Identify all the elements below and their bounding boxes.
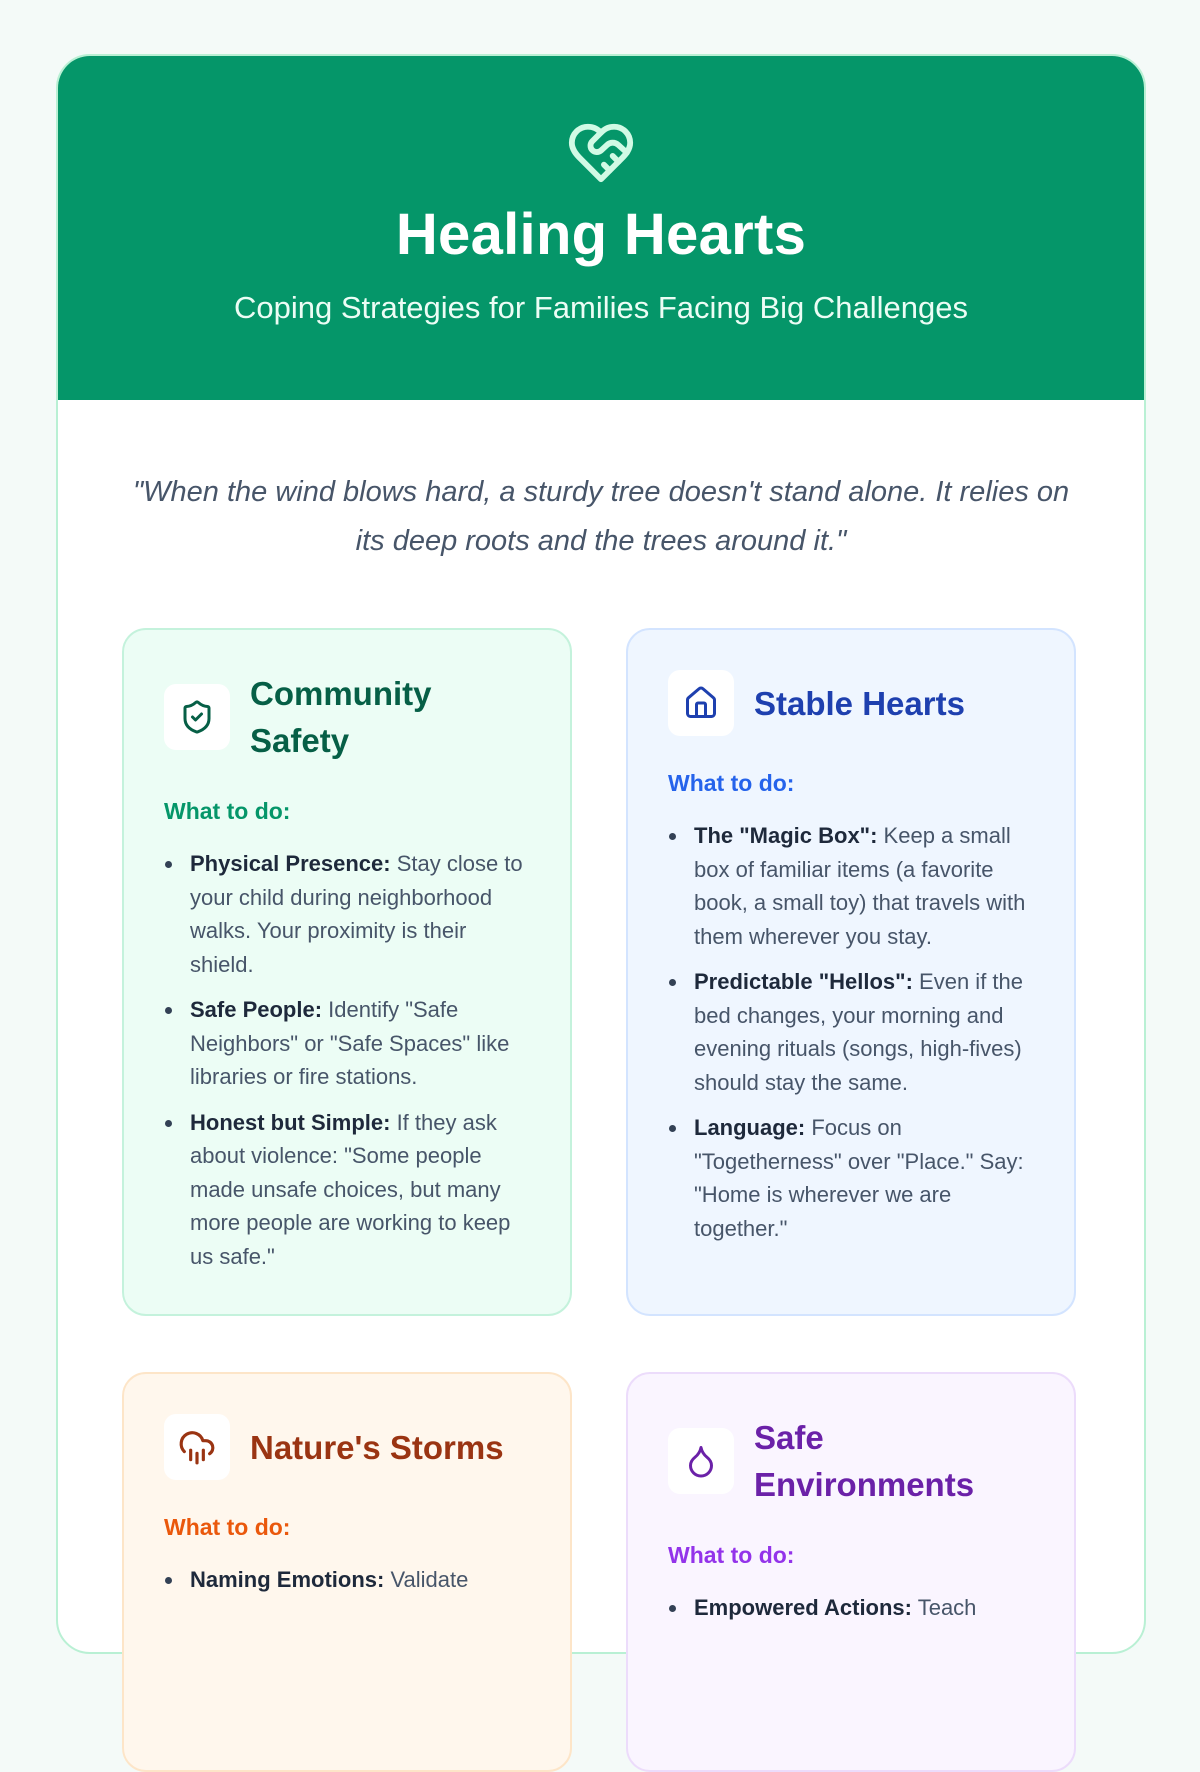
card-natures-storms [122,1372,572,1772]
strategy-list [668,1591,1034,1625]
card-title: Safe Environments [754,1419,975,1503]
cloud-rain-icon [178,1428,216,1466]
what-to-do-label: What to do: [668,770,795,796]
list-item: Language: Focus on "Togetherness" over "Place." Say: "Home is wherever we are together." [668,1111,1034,1245]
strategy-list [164,1563,530,1597]
card-icon-box [164,1414,230,1480]
card-title: Nature's Storms [250,1428,504,1466]
card-icon-box [668,670,734,736]
card-icon-box [164,684,230,750]
list-item: Predictable "Hellos": Even if the bed changes, your morning and evening rituals (songs, high-fives) should stay the same. [668,965,1034,1099]
card-title: Stable Hearts [754,684,965,722]
what-to-do-label: What to do: [164,1514,291,1540]
list-item: Physical Presence: Stay close to your child during neighborhood walks. Your proximity is their shield. [164,847,530,981]
card-title: Community Safety [250,675,432,759]
card-community-safety [122,628,572,1316]
list-item: Naming Emotions: Validate [164,1563,530,1597]
what-to-do-label: What to do: [164,798,291,824]
card-safe-environments [626,1372,1076,1772]
quote-text: "When the wind blows hard, a sturdy tree doesn't stand alone. It relies on its deep roots and the trees around it." [132,476,1070,557]
list-item: The "Magic Box": Keep a small box of familiar items (a favorite book, a small toy) that travels with them wherever you stay. [668,819,1034,953]
what-to-do-label: What to do: [668,1542,795,1568]
header-banner [58,56,1144,400]
droplet-icon [683,1443,719,1479]
list-item: Empowered Actions: Teach [668,1591,1034,1625]
home-icon [683,685,719,721]
strategy-list [164,847,530,1273]
heart-handshake-icon [562,118,640,188]
list-item: Safe People: Identify "Safe Neighbors" or "Safe Spaces" like libraries or fire stations. [164,993,530,1094]
page-subtitle: Coping Strategies for Families Facing Big Challenges [233,290,969,325]
shield-check-icon [179,699,215,735]
list-item: Honest but Simple: If they ask about violence: "Some people made unsafe choices, but many more people are working to keep us safe." [164,1106,530,1274]
strategy-list [668,819,1034,1245]
card-stable-hearts [626,628,1076,1316]
page-title: Healing Hearts [395,202,807,267]
card-icon-box [668,1428,734,1494]
